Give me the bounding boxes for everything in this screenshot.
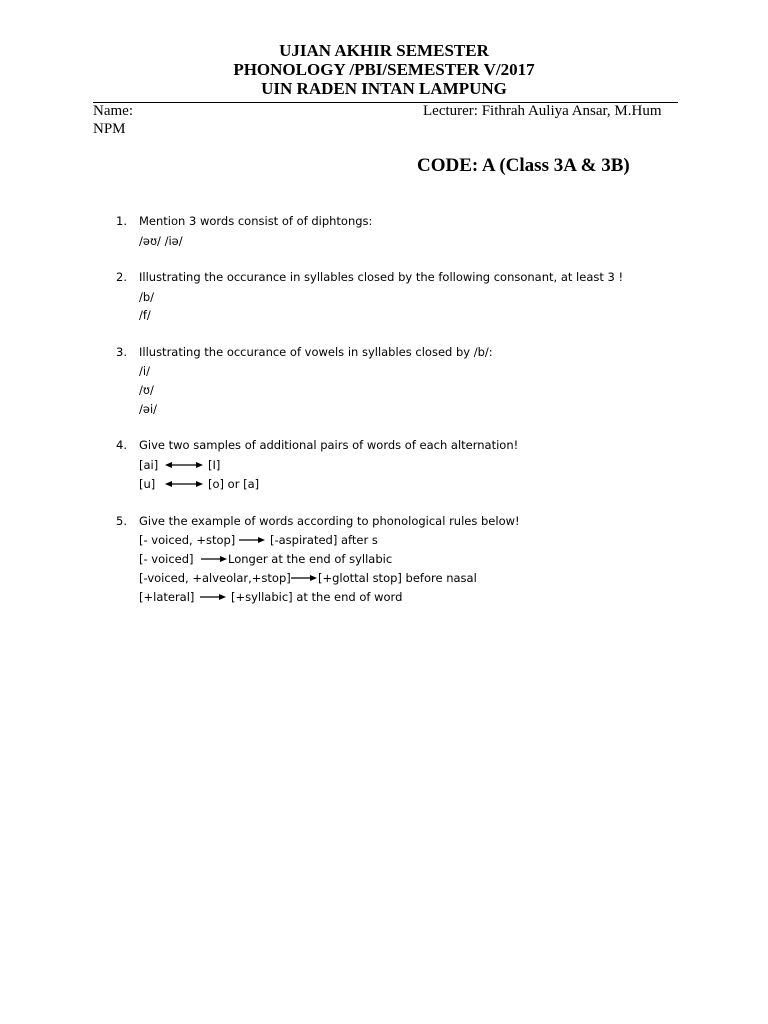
double-arrow-icon	[165, 480, 203, 488]
right-arrow-icon	[291, 574, 317, 582]
question-item: /f/	[139, 308, 151, 322]
question-text: Illustrating the occurance of vowels in syllables closed by /b/:	[139, 345, 493, 359]
question-text: Give two samples of additional pairs of words of each alternation!	[139, 438, 519, 452]
right-arrow-icon	[201, 555, 227, 563]
double-arrow-icon	[165, 461, 203, 469]
npm-label: NPM	[93, 121, 126, 137]
rule-result: [+glottal stop] before nasal	[318, 571, 477, 585]
header-institution: UIN RADEN INTAN LAMPUNG	[261, 79, 507, 98]
rule-condition: [+lateral]	[139, 590, 195, 604]
rule-result: [+syllabic] at the end of word	[231, 590, 403, 604]
rule-condition: [- voiced]	[139, 552, 194, 566]
rule-condition: [- voiced, +stop]	[139, 533, 236, 547]
question-number: 5.	[116, 514, 127, 528]
lecturer-label: Lecturer: Fithrah Auliya Ansar, M.Hum	[423, 103, 662, 119]
alternation-left: [u]	[139, 477, 156, 491]
question-item: /ʊ/	[139, 383, 154, 397]
question-item: /i/	[139, 364, 150, 378]
header-course: PHONOLOGY /PBI/SEMESTER V/2017	[233, 60, 535, 79]
rule-result: Longer at the end of syllabic	[228, 552, 393, 566]
alternation-right: [o] or [a]	[208, 477, 260, 491]
question-text: Mention 3 words consist of of diphtongs:	[139, 214, 373, 228]
rule-condition: [-voiced, +alveolar,+stop]	[139, 571, 291, 585]
question-number: 1.	[116, 214, 127, 228]
right-arrow-icon	[239, 536, 265, 544]
name-label: Name:	[93, 103, 133, 119]
rule-result: [-aspirated] after s	[270, 533, 378, 547]
question-text: Give the example of words according to phonological rules below!	[139, 514, 520, 528]
exam-code: CODE: A (Class 3A & 3B)	[417, 155, 630, 176]
question-item: /əi/	[139, 402, 158, 416]
question-text: Illustrating the occurance in syllables closed by the following consonant, at least 3 !	[139, 270, 624, 284]
question-number: 4.	[116, 438, 127, 452]
question-item: /b/	[139, 290, 155, 304]
alternation-left: [ai]	[139, 458, 159, 472]
right-arrow-icon	[200, 593, 226, 601]
header-title: UJIAN AKHIR SEMESTER	[279, 41, 489, 60]
question-number: 2.	[116, 270, 127, 284]
exam-header	[0, 41, 768, 98]
alternation-right: [I]	[208, 458, 221, 472]
question-item: /əʊ/ /iə/	[139, 234, 183, 248]
question-number: 3.	[116, 345, 127, 359]
